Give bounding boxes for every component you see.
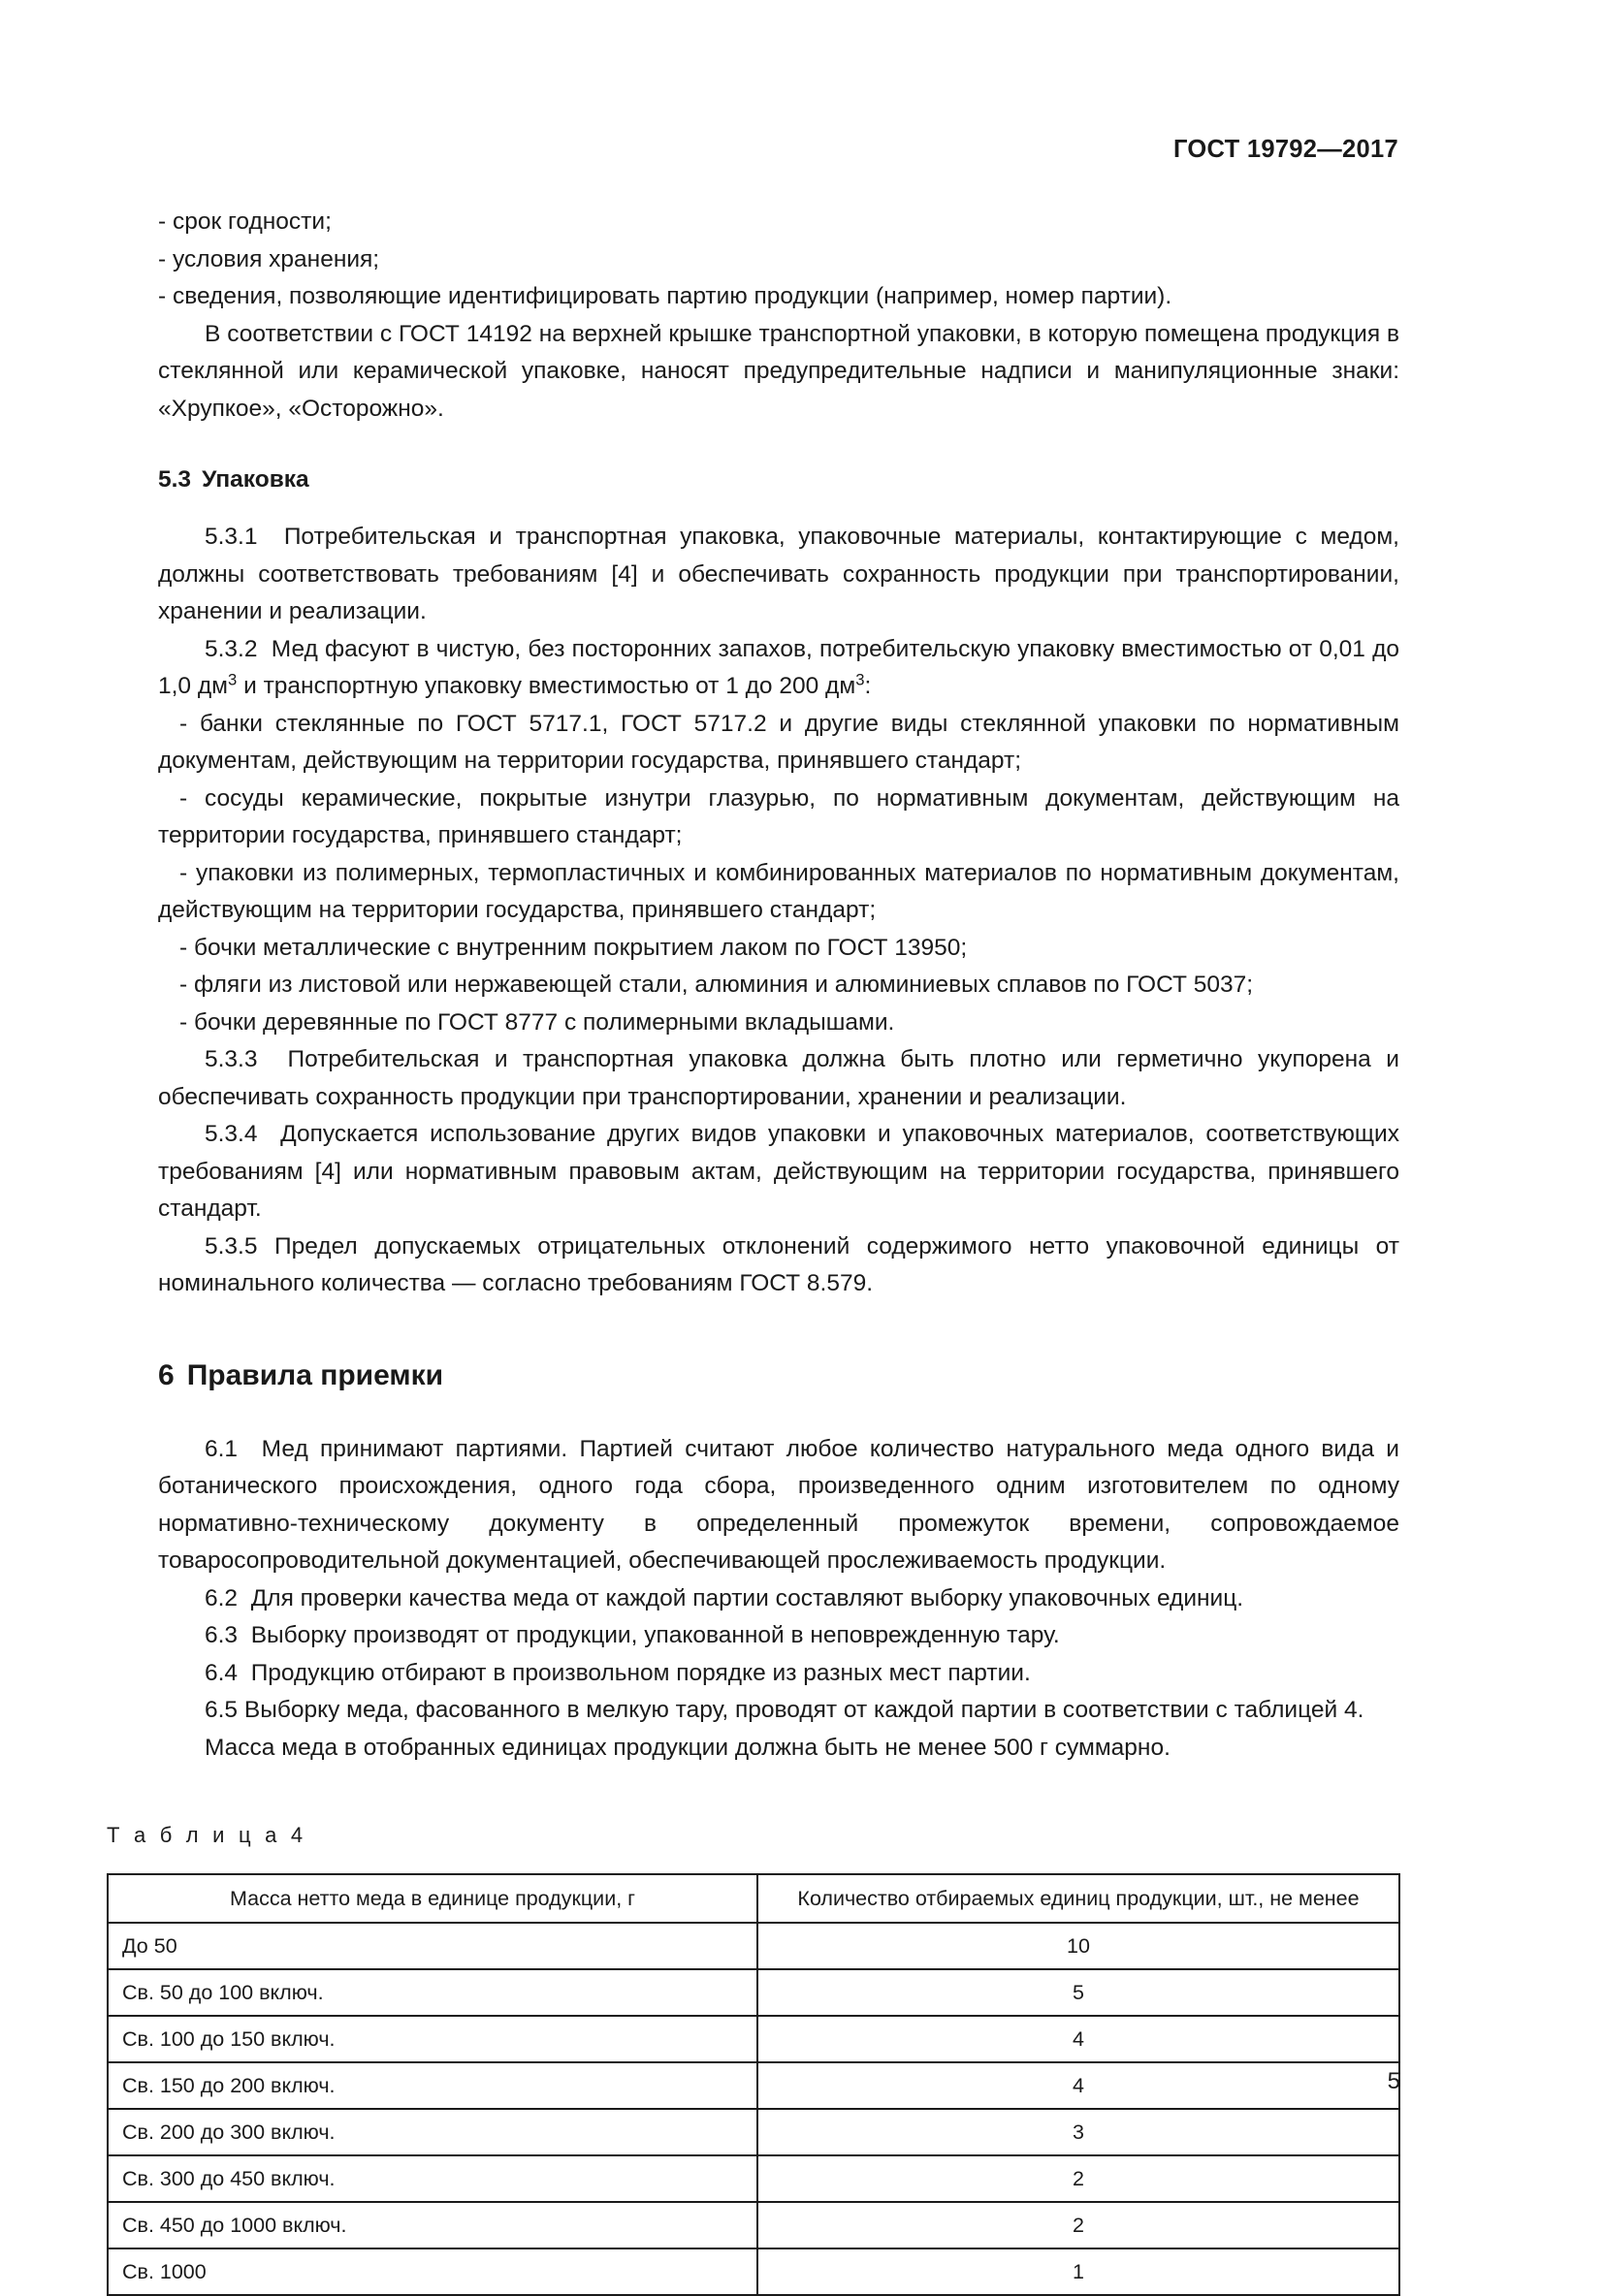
paragraph-5-3-3 bbox=[158, 1041, 1399, 1116]
paragraph-5-3-1-text: Потребительская и транспортная упаковка, упаковочные материалы, контактирующие с медом, должны соответствовать требованиям [4] и обеспечивать сохранность продукции при транспортировании, хранении и реализации. bbox=[158, 524, 1399, 624]
paragraph-5-3-4-text: Допускается использование других видов упаковки и упаковочных материалов, соответствующих требованиям [4] или нормативным правовым актам, действующим на территории государства, принявшего стандарт. bbox=[158, 1121, 1399, 1222]
table-header-row bbox=[108, 1874, 1399, 1923]
list-item-flyagi: - фляги из листовой или нержавеющей стали, алюминия и алюминиевых сплавов по ГОСТ 5037; bbox=[179, 972, 1254, 998]
table-row bbox=[108, 2155, 1399, 2202]
cell-count: 4 bbox=[757, 2016, 1399, 2062]
cubic-dm-superscript-2: 3 bbox=[855, 670, 865, 689]
paragraph-5-3-4-number: 5.3.4 bbox=[205, 1121, 258, 1147]
paragraph-5-3-3-number: 5.3.3 bbox=[205, 1046, 258, 1072]
table-4-caption: Т а б л и ц а 4 bbox=[107, 1823, 307, 1847]
table-row bbox=[108, 2248, 1399, 2295]
cell-count: 2 bbox=[757, 2155, 1399, 2202]
page-content bbox=[107, 204, 1399, 2296]
list-item-sosudy-keramicheskie: - сосуды керамические, покрытые изнутри глазурью, по нормативным документам, действующим на территории государства, принявшего стандарт; bbox=[158, 784, 1399, 848]
cell-count: 1 bbox=[757, 2248, 1399, 2295]
paragraph-6-5 bbox=[158, 1692, 1399, 1730]
paragraph-6-4 bbox=[158, 1655, 1399, 1693]
paragraph-5-3-2-text-c: : bbox=[864, 673, 872, 699]
paragraph-5-3-5 bbox=[158, 1228, 1399, 1303]
paragraph-6-1 bbox=[158, 1431, 1399, 1580]
page-number: 5 bbox=[1387, 2068, 1400, 2094]
list-item-bochki-metallicheskie: - бочки металлические с внутренним покрытием лаком по ГОСТ 13950; bbox=[179, 934, 968, 961]
list-item-bochki-derevyannye: - бочки деревянные по ГОСТ 8777 с полимерными вкладышами. bbox=[179, 1008, 895, 1036]
cell-mass: Св. 450 до 1000 включ. bbox=[108, 2202, 757, 2248]
cell-mass: До 50 bbox=[108, 1923, 757, 1969]
table-4 bbox=[107, 1873, 1400, 2296]
heading-5-3 bbox=[158, 466, 1399, 494]
bullet-svedeniya: - сведения, позволяющие идентифицировать партию продукции (например, номер партии). bbox=[158, 283, 1172, 309]
paragraph-6-3-text: Выборку производят от продукции, упакованной в неповрежденную тару. bbox=[250, 1622, 1060, 1648]
cubic-dm-superscript-1: 3 bbox=[228, 670, 238, 689]
cell-mass: Св. 150 до 200 включ. bbox=[108, 2062, 757, 2109]
heading-section-6-number: 6 bbox=[158, 1358, 175, 1391]
table-column-header-mass: Масса нетто меда в единице продукции, г bbox=[108, 1874, 757, 1923]
cell-count: 3 bbox=[757, 2109, 1399, 2155]
table-row bbox=[108, 1969, 1399, 2016]
table-row bbox=[108, 2016, 1399, 2062]
cell-mass: Св. 100 до 150 включ. bbox=[108, 2016, 757, 2062]
table-row bbox=[108, 1923, 1399, 1969]
bullet-usloviya-hraneniya: - условия хранения; bbox=[158, 245, 380, 272]
cell-count: 2 bbox=[757, 2202, 1399, 2248]
table-row bbox=[108, 2202, 1399, 2248]
paragraph-5-3-2-text-b: и транспортную упаковку вместимостью от 1 до 200 дм bbox=[237, 673, 856, 699]
cell-mass: Св. 200 до 300 включ. bbox=[108, 2109, 757, 2155]
table-row bbox=[108, 2109, 1399, 2155]
paragraph-gost-14192: В соответствии с ГОСТ 14192 на верхней крышке транспортной упаковки, в которую помещена продукция в стеклянной или керамической упаковке, наносят предупредительные надписи и манипуляционные знаки: «Хрупкое», «Осторожно». bbox=[158, 320, 1399, 422]
paragraph-6-2 bbox=[158, 1580, 1399, 1618]
list-item-banki-steklyannye: - банки стеклянные по ГОСТ 5717.1, ГОСТ 5717.2 и другие виды стеклянной упаковки по нормативным документам, действующим на территории государства, принявшего стандарт; bbox=[158, 710, 1399, 774]
running-head: ГОСТ 19792—2017 bbox=[1172, 136, 1398, 163]
paragraph-6-3 bbox=[158, 1617, 1399, 1655]
paragraph-5-3-5-number: 5.3.5 bbox=[205, 1232, 258, 1260]
paragraph-6-4-number: 6.4 bbox=[205, 1659, 239, 1686]
paragraph-6-5-text: Выборку меда, фасованного в мелкую тару, проводят от каждой партии в соответствии с таблицей 4. bbox=[243, 1697, 1364, 1723]
heading-section-6 bbox=[158, 1359, 1399, 1392]
heading-section-6-title: Правила приемки bbox=[186, 1358, 444, 1391]
paragraph-5-3-2-number: 5.3.2 bbox=[205, 635, 258, 662]
paragraph-5-3-5-text: Предел допускаемых отрицательных отклонений содержимого нетто упаковочной единицы от номинального количества — согласно требованиям ГОСТ 8.579. bbox=[158, 1232, 1399, 1296]
paragraph-5-3-1 bbox=[158, 519, 1399, 631]
paragraph-6-1-text: Мед принимают партиями. Партией считают любое количество натурального меда одного вида и ботанического происхождения, одного года сбора, произведенного одним изготовителем по одному нормативно-техническому документу в определенный промежуток времени, сопровождаемое товаросопроводительной документацией, обеспечивающей прослеживаемость продукции. bbox=[158, 1435, 1399, 1574]
paragraph-massa-meda: Масса меда в отобранных единицах продукции должна быть не менее 500 г суммарно. bbox=[205, 1734, 1171, 1761]
heading-5-3-number: 5.3 bbox=[158, 466, 192, 493]
paragraph-5-3-2 bbox=[158, 631, 1399, 706]
list-item-upakovki-polimernye: - упаковки из полимерных, термопластичных и комбинированных материалов по нормативным документам, действующим на территории государства, принявшего стандарт; bbox=[158, 859, 1399, 923]
cell-count: 10 bbox=[757, 1923, 1399, 1969]
table-column-header-count: Количество отбираемых единиц продукции, шт., не менее bbox=[757, 1874, 1399, 1923]
paragraph-6-1-number: 6.1 bbox=[205, 1435, 239, 1462]
cell-mass: Св. 1000 bbox=[108, 2248, 757, 2295]
cell-mass: Св. 50 до 100 включ. bbox=[108, 1969, 757, 2016]
paragraph-6-4-text: Продукцию отбирают в произвольном порядке из разных мест партии. bbox=[250, 1659, 1031, 1686]
paragraph-5-3-4 bbox=[158, 1116, 1399, 1228]
cell-count: 5 bbox=[757, 1969, 1399, 2016]
table-row bbox=[108, 2062, 1399, 2109]
paragraph-6-2-text: Для проверки качества меда от каждой партии составляют выборку упаковочных единиц. bbox=[250, 1584, 1244, 1611]
paragraph-5-3-2-text-a: Мед фасуют в чистую, без посторонних запахов, потребительскую упаковку вместимостью от 0,01 до 1,0 дм bbox=[158, 635, 1399, 699]
paragraph-5-3-1-number: 5.3.1 bbox=[205, 524, 258, 550]
paragraph-5-3-3-text: Потребительская и транспортная упаковка должна быть плотно или герметично укупорена и обеспечивать сохранность продукции при транспортировании, хранении и реализации. bbox=[158, 1046, 1399, 1110]
cell-count: 4 bbox=[757, 2062, 1399, 2109]
paragraph-6-3-number: 6.3 bbox=[205, 1622, 239, 1648]
paragraph-6-5-number: 6.5 bbox=[205, 1697, 239, 1723]
bullet-srok-godnosti: - срок годности; bbox=[158, 208, 332, 235]
heading-5-3-title: Упаковка bbox=[202, 466, 309, 493]
cell-mass: Св. 300 до 450 включ. bbox=[108, 2155, 757, 2202]
paragraph-6-2-number: 6.2 bbox=[205, 1584, 239, 1611]
